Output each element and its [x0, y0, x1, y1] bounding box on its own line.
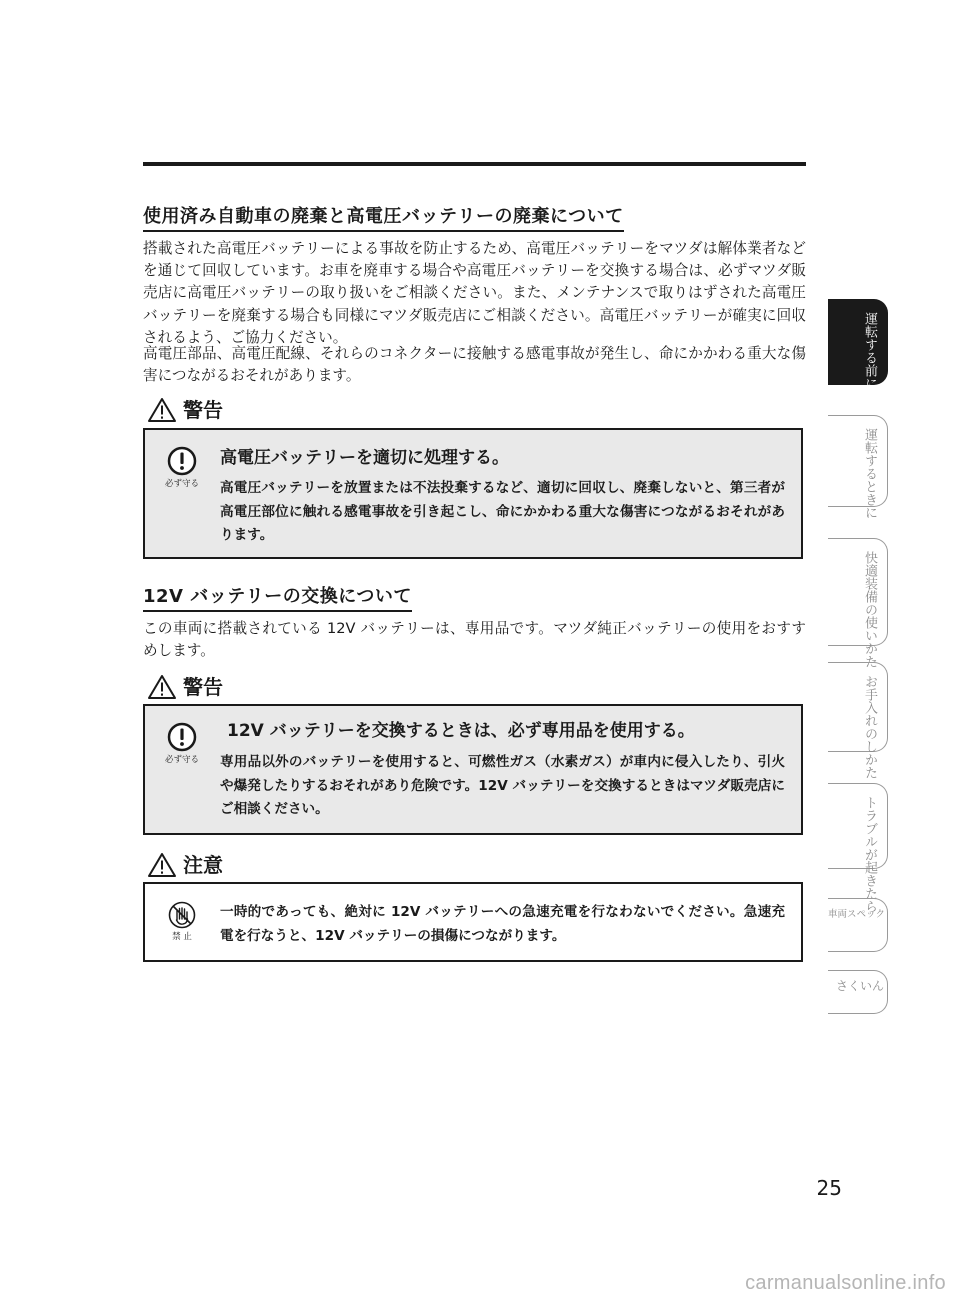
- warning-box-12v: [143, 704, 803, 835]
- mandatory-icon-wrap: [162, 721, 202, 765]
- watermark: carmanualsonline.info: [745, 1272, 946, 1294]
- side-tab-maintenance[interactable]: [828, 662, 888, 779]
- side-tab-label: お手入れのしかた: [862, 675, 877, 779]
- side-tab-before-driving[interactable]: [828, 299, 888, 390]
- warning-heading: 12V バッテリーを交換するときは、必ず専用品を使用する。: [227, 721, 695, 741]
- caution-box: [143, 882, 803, 962]
- warning-triangle-icon: [147, 852, 177, 878]
- section-title-12v: 12V バッテリーの交換について: [143, 586, 412, 612]
- side-tab-when-driving[interactable]: [828, 415, 888, 519]
- warning-body: 専用品以外のバッテリーを使用すると、可燃性ガス（水素ガス）が車内に侵入したり、引火や爆発したりするおそれがあり危険です。12V バッテリーを交換するときはマツダ販売店にご相談ください。: [220, 754, 785, 817]
- side-tab-label: 快適装備の使いかた: [862, 551, 877, 668]
- disposal-paragraph-2: 高電圧部品、高電圧配線、それらのコネクターに接触する感電事故が発生し、命にかかわる重大な傷害につながるおそれがあります。: [143, 345, 806, 385]
- icon-caption: 禁 止: [172, 932, 192, 942]
- caution-body: 一時的であっても、絶対に 12V バッテリーへの急速充電を行なわないでください。急速充電を行なうと、12V バッテリーの損傷につながります。: [220, 904, 785, 944]
- prohibited-hand-icon: [167, 900, 197, 930]
- side-tab-index[interactable]: [828, 970, 888, 1014]
- warning-triangle-icon: [147, 397, 177, 423]
- exclamation-circle-icon: [166, 445, 198, 477]
- side-tab-label: 車両スペック: [828, 909, 886, 920]
- warning-label-text: 警告: [183, 675, 223, 699]
- warning-label-text: 警告: [183, 398, 223, 422]
- warning-heading: 高電圧バッテリーを適切に処理する。: [220, 448, 509, 468]
- warning-body: 高電圧バッテリーを放置または不法投棄するなど、適切に回収し、廃棄しないと、第三者が高電圧部位に触れる感電事故を引き起こし、命にかかわる重大な傷害につながるおそれがあります。: [220, 480, 785, 543]
- warning-label-2: [147, 674, 223, 700]
- side-tab-label: トラブルが起きたら: [862, 796, 877, 913]
- caution-label: [147, 852, 223, 878]
- side-tab-label: さくいん: [836, 979, 885, 993]
- page-number: 25: [816, 1176, 842, 1200]
- warning-box-high-voltage: [143, 428, 803, 559]
- side-tab-label: 運転するときに: [862, 428, 877, 519]
- top-rule: [143, 162, 806, 166]
- mandatory-icon-wrap: [162, 445, 202, 489]
- side-tab-troubleshooting[interactable]: [828, 783, 888, 913]
- side-tab-comfort-features[interactable]: [828, 538, 888, 668]
- icon-caption: 必ず守る: [164, 479, 199, 489]
- disposal-paragraph-1: 搭載された高電圧バッテリーによる事故を防止するため、高電圧バッテリーをマツダは解体業者などを通じて回収しています。お車を廃車する場合や高電圧バッテリーを交換する場合は、必ずマツダ販売店に高電圧バッテリーの取り扱いをご相談ください。また、メンテナンスで取りはずされた高電圧バッテリーを廃棄する場合も同様にマツダ販売店にご相談ください。高電圧バッテリーが確実に回収されるよう、ご協力ください。: [143, 240, 806, 346]
- 12v-paragraph: この車両に搭載されている 12V バッテリーは、専用品です。マツダ純正バッテリーの使用をおすすめします。: [143, 620, 806, 660]
- caution-label-text: 注意: [183, 853, 223, 877]
- warning-triangle-icon: [147, 674, 177, 700]
- icon-caption: 必ず守る: [164, 755, 199, 765]
- prohibited-icon-wrap: [162, 900, 202, 942]
- warning-label-1: [147, 397, 223, 423]
- side-tab-label: 運転する前に: [862, 312, 877, 390]
- exclamation-circle-icon: [166, 721, 198, 753]
- side-tab-specifications[interactable]: [828, 898, 888, 952]
- section-title-disposal: 使用済み自動車の廃棄と高電圧バッテリーの廃棄について: [143, 206, 624, 232]
